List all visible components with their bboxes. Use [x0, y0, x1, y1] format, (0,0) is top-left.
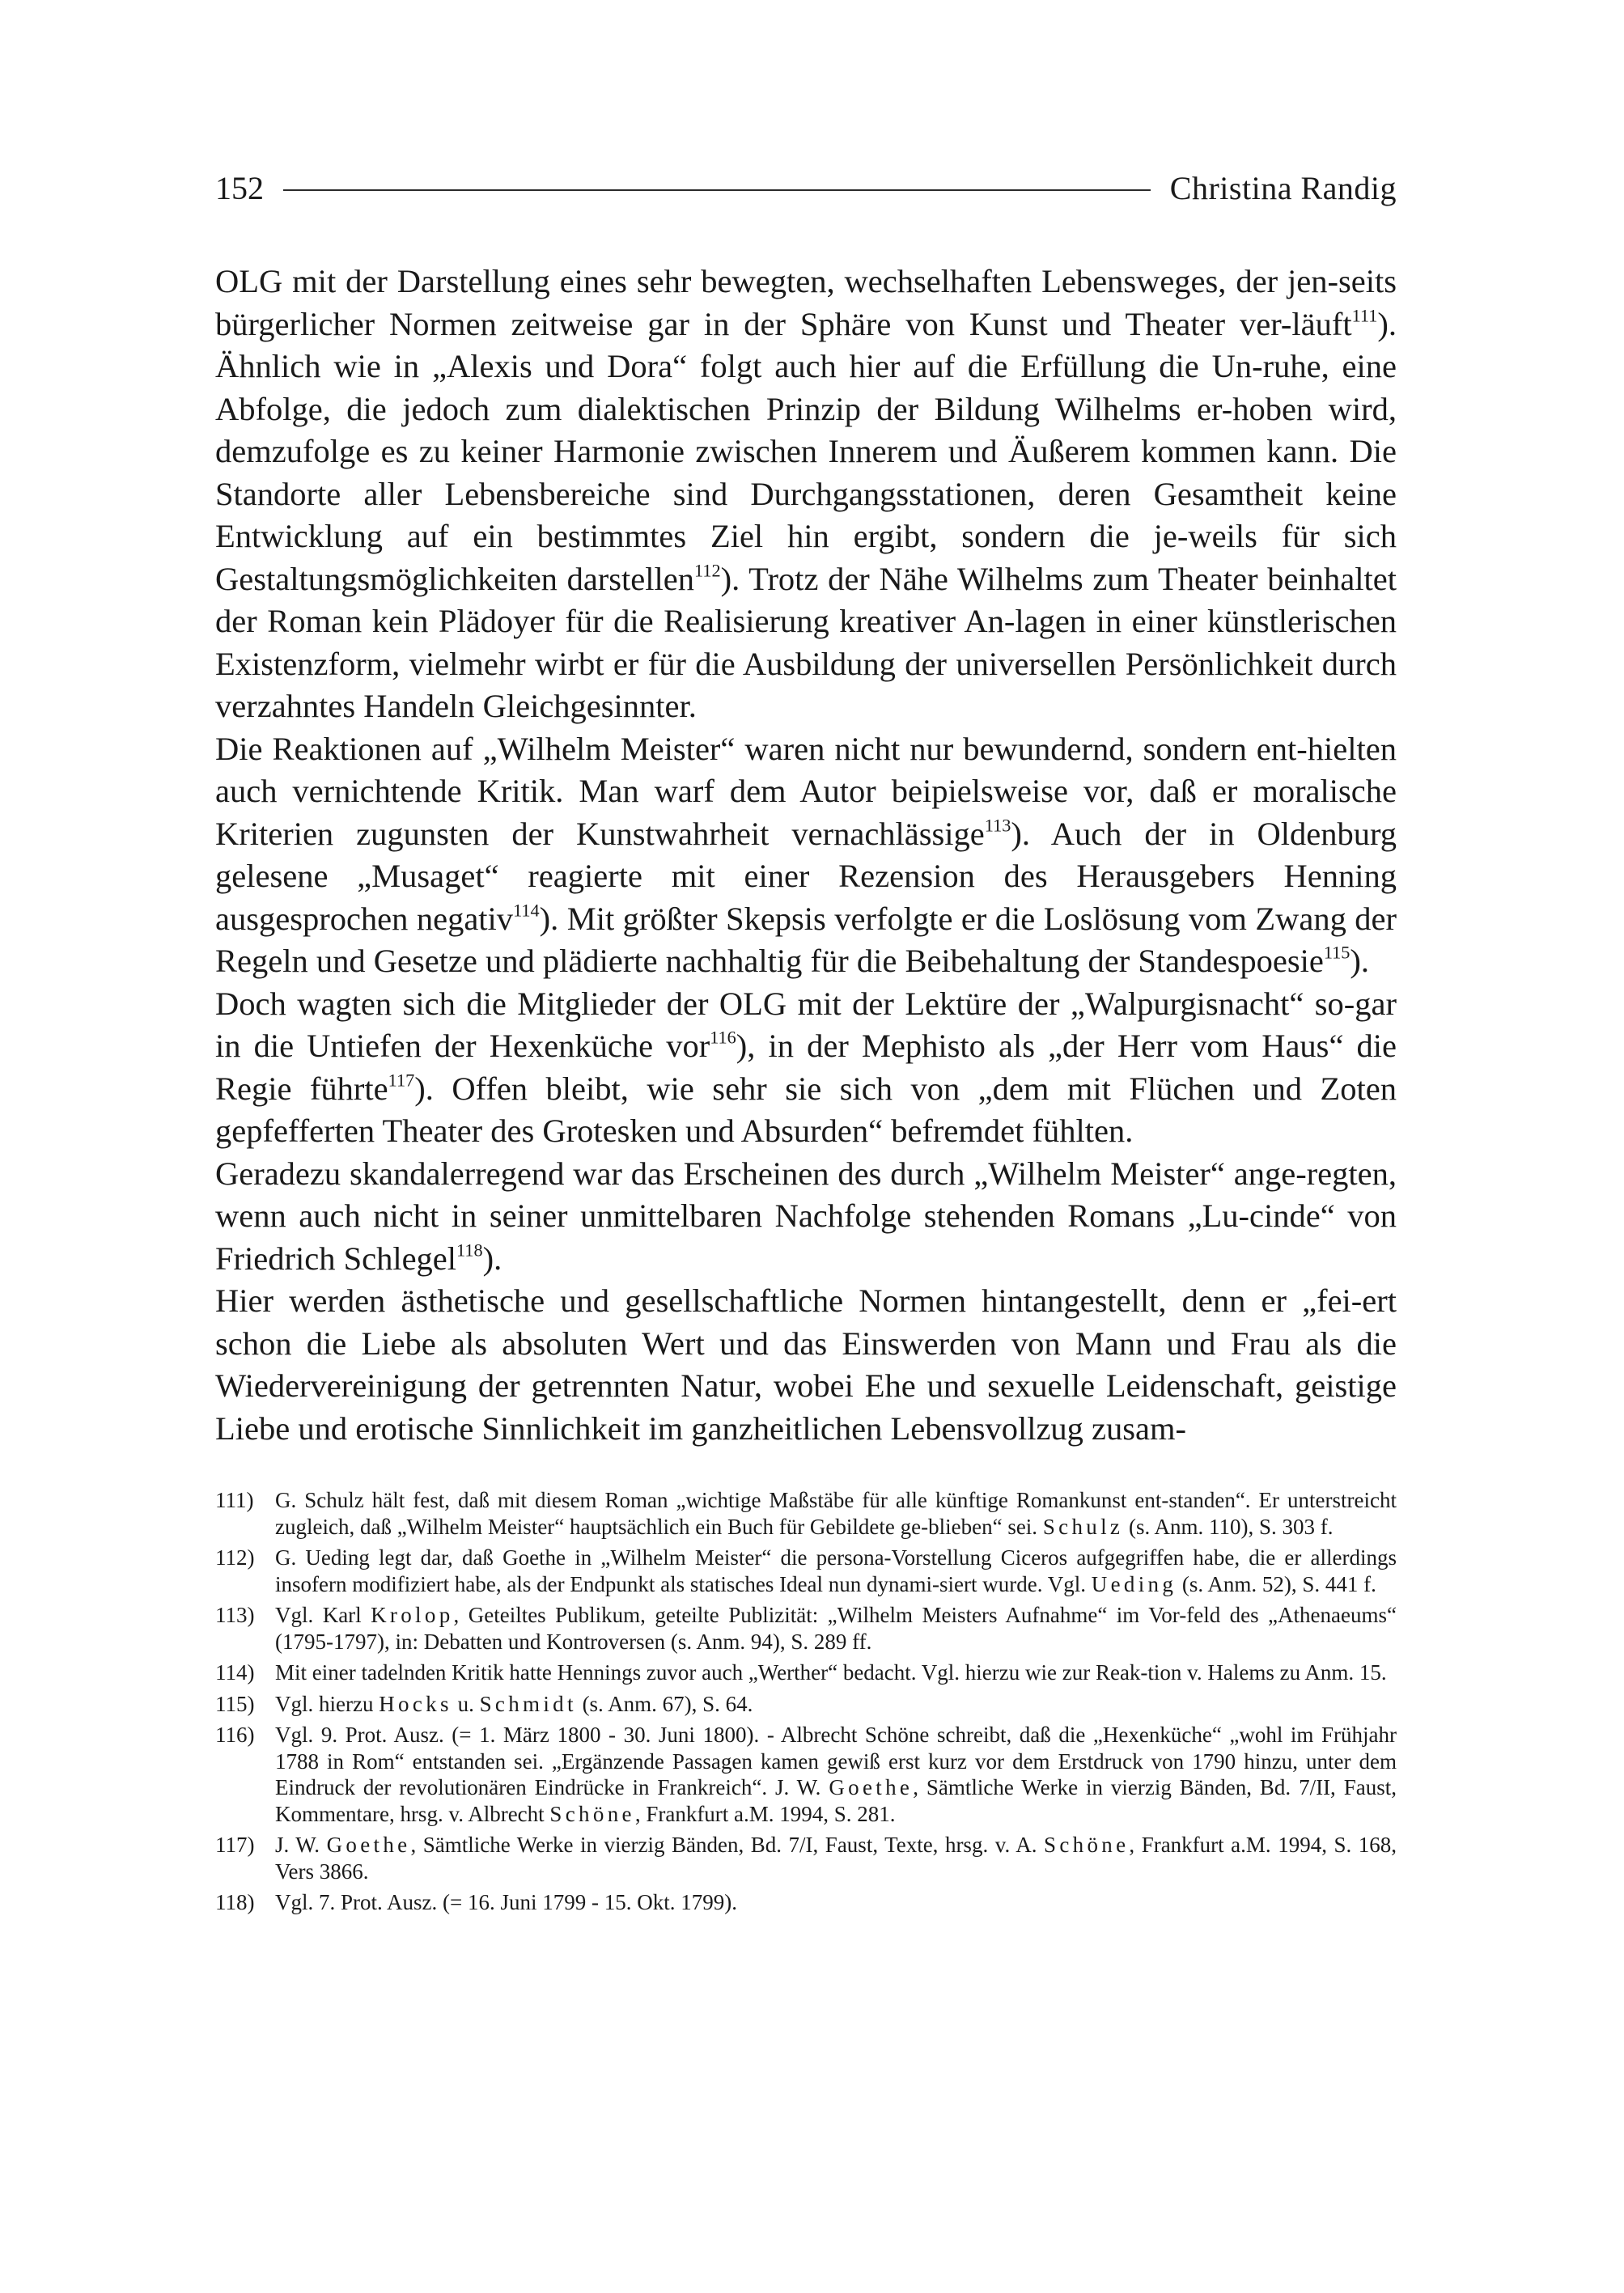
footnote-113	[215, 1602, 1397, 1655]
paragraph-5	[215, 1280, 1397, 1450]
footnote-number: 114)	[215, 1660, 255, 1685]
footnote-text	[275, 1722, 1397, 1827]
text-segment: ).	[482, 1240, 502, 1277]
footnote-ref: 118	[456, 1239, 483, 1260]
footnote-115	[215, 1691, 1397, 1718]
text-segment: , Frankfurt a.M. 1994, S. 168, Vers 3866.	[275, 1833, 1397, 1884]
text-segment: ). Trotz der Nähe Wilhelms zum Theater beinhaltet der Roman kein Plädoyer für die Realisierung kreativer An-lagen in einer künstlerischen Existenzform, vielmehr wirbt er für die Ausbildung der universellen Persönlichkeit durch verzahntes Handeln Gleichgesinnter.	[215, 560, 1397, 724]
footnote-text	[275, 1487, 1397, 1540]
footnote-text	[275, 1889, 1397, 1916]
footnote-116	[215, 1722, 1397, 1827]
footnote-number: 117)	[215, 1833, 255, 1857]
text-segment: Die Reaktionen auf „Wilhelm Meister“ waren nicht nur bewundernd, sondern ent-hielten auch vernichtende Kritik. Man warf dem Autor beipielsweise vor, daß er moralische Kriterien zugunsten der Kunstwahrheit vernachlässige	[215, 730, 1397, 852]
running-head-author: Christina Randig	[1169, 170, 1397, 206]
footnote-number: 113)	[215, 1603, 255, 1627]
text-segment: ), in der Mephisto als „der Herr vom Haus“ die Regie führte	[215, 1028, 1397, 1107]
paragraph-3	[215, 983, 1397, 1153]
text-segment: Vgl. 7. Prot. Ausz. (= 16. Juni 1799 - 15. Okt. 1799).	[275, 1890, 737, 1914]
text-segment: (s. Anm. 52), S. 441 f.	[1177, 1571, 1376, 1596]
main-text	[215, 261, 1397, 1450]
footnote-ref: 111	[1351, 304, 1378, 325]
footnote-ref: 113	[984, 814, 1011, 835]
footnote-text	[275, 1691, 1397, 1718]
running-head	[215, 160, 1397, 217]
footnote-112	[215, 1545, 1397, 1597]
footnote-ref: 115	[1323, 942, 1351, 963]
page-number: 152	[215, 170, 264, 206]
text-segment: OLG mit der Darstellung eines sehr bewegten, wechselhaften Lebensweges, der jen-seits bürgerlicher Normen zeitweise gar in der Sphäre von Kunst und Theater ver-läuft	[215, 263, 1397, 342]
text-segment: G. Schulz hält fest, daß mit diesem Roman „wichtige Maßstäbe für alle künftige Romankunst ent-standen“. Er unterstreicht zugleich, daß „Wilhelm Meister“ hauptsächlich ein Buch für Gebildete ge-blieben“ sei.	[275, 1488, 1397, 1539]
text-segment: , Sämtliche Werke in vierzig Bänden, Bd. 7/II, Faust, Kommentare, hrsg. v. Albrecht	[275, 1775, 1397, 1826]
header-rule	[283, 189, 1151, 191]
text-segment: G. Ueding legt dar, daß Goethe in „Wilhelm Meister“ die persona-Vorstellung Ciceros aufgegriffen habe, die er allerdings insofern modifiziert habe, als der Endpunkt als statisches Ideal nun dynami-siert wurde. Vgl.	[275, 1545, 1397, 1596]
footnote-117	[215, 1832, 1397, 1884]
spaced-name: Schöne	[549, 1801, 635, 1826]
spaced-name: Goethe	[326, 1833, 411, 1857]
footnote-number: 111)	[215, 1488, 254, 1512]
text-segment: Geradezu skandalerregend war das Erscheinen des durch „Wilhelm Meister“ ange-regten, wenn auch nicht in seiner unmittelbaren Nachfolge stehenden Romans „Lu-cinde“ von Friedrich Schlegel	[215, 1155, 1397, 1277]
footnote-118	[215, 1889, 1397, 1916]
footnote-111	[215, 1487, 1397, 1540]
text-segment: ). Mit größter Skepsis verfolgte er die Loslösung vom Zwang der Regeln und Gesetze und plädierte nachhaltig für die Beibehaltung der Standespoesie	[215, 900, 1397, 979]
paragraph-4	[215, 1153, 1397, 1281]
text-segment: Hier werden ästhetische und gesellschaftliche Normen hintangestellt, denn er „fei-ert schon die Liebe als absoluten Wert und das Einswerden von Mann und Frau als die Wiedervereinigung der getrennten Natur, wobei Ehe und sexuelle Leidenschaft, geistige Liebe und erotische Sinnlichkeit im ganzheitlichen Lebensvollzug zusam-	[215, 1282, 1397, 1447]
footnote-ref: 116	[710, 1027, 736, 1048]
spaced-name: Schöne	[1044, 1833, 1130, 1857]
text-segment: (s. Anm. 110), S. 303 f.	[1123, 1514, 1334, 1539]
spaced-name: Goethe	[829, 1775, 914, 1799]
text-segment: (s. Anm. 67), S. 64.	[576, 1691, 753, 1716]
paragraph-2	[215, 728, 1397, 983]
paragraph-1	[215, 261, 1397, 728]
text-segment: , Frankfurt a.M. 1994, S. 281.	[634, 1801, 896, 1826]
spaced-name: Hocks	[379, 1691, 452, 1716]
footnote-114	[215, 1659, 1397, 1686]
text-segment: u.	[452, 1691, 480, 1716]
spaced-name: Schulz	[1042, 1514, 1124, 1539]
footnote-text	[275, 1832, 1397, 1884]
footnotes	[215, 1487, 1397, 1921]
footnote-text	[275, 1602, 1397, 1655]
footnote-ref: 117	[388, 1069, 415, 1090]
text-segment: , Sämtliche Werke in vierzig Bänden, Bd. 7/I, Faust, Texte, hrsg. v. A.	[410, 1833, 1045, 1857]
text-segment: Vgl. hierzu	[275, 1691, 379, 1716]
footnote-number: 112)	[215, 1545, 255, 1570]
text-segment: Vgl. 9. Prot. Ausz. (= 1. März 1800 - 30. Juni 1800). - Albrecht Schöne schreibt, daß die „Hexenküche“ „wohl im Frühjahr 1788 in Rom“ entstanden sei. „Ergänzende Passagen kamen gewiß erst kurz vor dem Erstdruck von 1790 hinzu, unter dem Eindruck der revolutionären Eindrücke in Frankreich“. J. W.	[275, 1723, 1397, 1799]
footnote-number: 115)	[215, 1691, 255, 1716]
text-segment: Vgl. Karl	[275, 1603, 371, 1627]
text-segment: ). Ähnlich wie in „Alexis und Dora“ folgt auch hier auf die Erfüllung die Un-ruhe, eine Abfolge, die jedoch zum dialektischen Prinzip der Bildung Wilhelms er-hoben wird, demzufolge es zu keiner Harmonie zwischen Innerem und Äußerem kommen kann. Die Standorte aller Lebensbereiche sind Durchgangsstationen, deren Gesamtheit keine Entwicklung auf ein bestimmtes Ziel hin ergibt, sondern die je-weils für sich Gestaltungsmöglichkeiten darstellen	[215, 305, 1397, 597]
footnote-ref: 114	[513, 899, 540, 920]
text-segment: ). Offen bleibt, wie sehr sie sich von „dem mit Flüchen und Zoten gepfefferten Theater des Grotesken und Absurden“ befremdet fühlten.	[215, 1070, 1397, 1149]
spaced-name: Krolop	[371, 1603, 454, 1627]
text-segment: Doch wagten sich die Mitglieder der OLG mit der Lektüre der „Walpurgisnacht“ so-gar in die Untiefen der Hexenküche vor	[215, 985, 1397, 1064]
text-segment: ).	[1350, 943, 1370, 979]
footnote-ref: 112	[694, 559, 721, 580]
footnote-number: 116)	[215, 1723, 255, 1747]
text-segment: ). Auch der in Oldenburg gelesene „Musaget“ reagierte mit einer Rezension des Herausgebers Henning ausgesprochen negativ	[215, 815, 1397, 937]
text-segment: J. W.	[275, 1833, 327, 1857]
text-segment: , Geteiltes Publikum, geteilte Publizität: „Wilhelm Meisters Aufnahme“ im Vor-feld des „Athenaeums“ (1795-1797), in: Debatten und Kontroversen (s. Anm. 94), S. 289 ff.	[275, 1603, 1397, 1654]
spaced-name: Ueding	[1091, 1571, 1177, 1596]
footnote-text	[275, 1659, 1397, 1686]
footnote-number: 118)	[215, 1890, 255, 1914]
text-segment: Mit einer tadelnden Kritik hatte Hennings zuvor auch „Werther“ bedacht. Vgl. hierzu wie zur Reak-tion v. Halems zu Anm. 15.	[275, 1660, 1387, 1685]
footnote-text	[275, 1545, 1397, 1597]
spaced-name: Schmidt	[479, 1691, 577, 1716]
